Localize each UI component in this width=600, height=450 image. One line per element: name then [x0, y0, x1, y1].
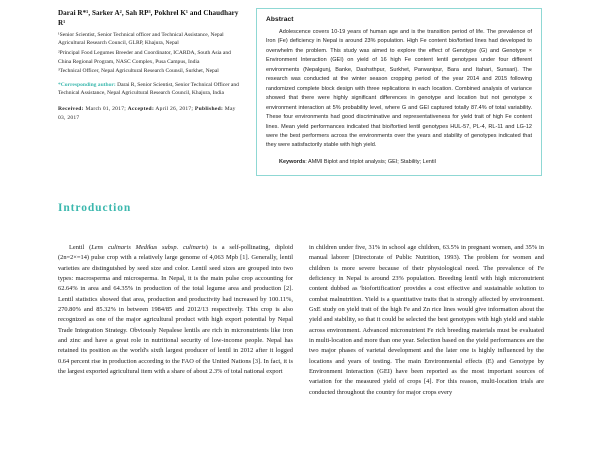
affiliation-3: ³Technical Officer, Nepal Agricultural Research Counsil, Surkhet, Nepal [58, 68, 219, 75]
section-heading-introduction: Introduction [58, 202, 132, 214]
lentil-intro-a: Lentil ( [69, 244, 92, 251]
publication-dates [58, 105, 242, 123]
accepted-value: April 26, 2017; [154, 106, 194, 113]
received-value: March 01, 2017; [83, 106, 127, 113]
lentil-intro-c: ) is a self-pollinating, diploid (2n=2×=14) pulse crop with a relatively large genome of 4,063 Mpb [1]. Generally, lentil varieties are distinguished by seed size and color. Lentil seed sizes are grouped into two types: macrosperma and microsperma. In Nepal, it is the main pulse crop accounting for 62.64% in area and 64.35% in production of the total legume area and production [2]. Lentil statistics showed that area, production and productivity had increased by 100.11%, 270.80% and 85.32% in between 1984/85 and 2012/13 respectively. This crop is also recognized as one of the major agricultural product with high export potential by Nepal Trade Integration Strategy. Obviously Nepalese lentils are rich in micronutrients like iron and zinc and have a great role in nutritional security of low-income people. Nepal has retained its position as the world's sixth largest producer of lentil in 2012 after it logged 0.64 percent rise in production according to the FAO of the United Nations [3]. In fact, it is the largest exported agricultural item with a share of about 2.3% of total national export [58, 244, 294, 375]
affiliation-1: ¹Senior Scientist, Senior Technical officer and Technical Assistance, Nepal Agricultural Research Council, GLRP, Khajura, Nepal [58, 32, 224, 47]
author-meta-column [58, 8, 242, 123]
corresponding-author-label: *Corresponding author: [58, 81, 116, 88]
received-label: Received: [58, 106, 84, 113]
abstract-text: Adolescence covers 10-19 years of human age and is the transition period of life. The prevalence of Iron (Fe) deficiency in Nepal is around 23% population. High Fe content bio/fortied lines had developed to overwhelm the problem. This study was aimed to explore the effect of Genotype (G) and Genotype × Environment Interaction (GEI) on yield of 16 high Fe content lentil genotypes under four different environments (Nepalgunj, Banke, Dashsthpur, Surkhet, Parwanipur, Bara and Itahari, Sunsari). The research was conducted at the winter season cropping period of the year 2014 and 2015 following randomized complete block design with three replications in each location. Combined analysis of variance showed that there were highly significant differences in genotype and location but not genotype x environment interaction at 5% probability level, where G and GEI captured totally 87.4% of total variability. These four environments had good discriminative and representativeness for yield trait of high Fe content lines. Mean yield performances indicated that bio/fortied lentil genotypes HUL-57, PL-4, RL-11 and LG-12 were the best performers across the environments over the years and stability of genotypes indicated that they were satisfactorily stable with high yield. [266, 29, 532, 149]
corresponding-author-text: Darai R, Senior Scientist, Senior Technical Officer and Technical Assistance, Nepal Agricultural Research Council, Khajura, India [58, 81, 239, 96]
published-label: Published: [194, 106, 224, 113]
keywords-label: Keywords [279, 158, 306, 165]
body-column-left [58, 243, 293, 398]
accepted-label: Accepted: [127, 106, 155, 113]
corresponding-author [58, 81, 242, 98]
keywords-line [279, 158, 532, 167]
body-paragraph-left [58, 243, 293, 377]
author-list: Darai R*¹, Sarker A², Sah RP³, Pokhrel K¹ and Chaudhary R¹ [58, 9, 239, 28]
abstract-box [256, 8, 542, 176]
affiliation-2: ²Principal Food Legumes Breeder and Coordinator, ICARDA, South Asia and China Regional Program, NASC Complex, Pusa Campus, India [58, 50, 231, 65]
body-paragraph-right: in children under five, 31% in school age children, 63.5% in pregnant women, and 35% in manual laborer [Directorate of Public Nutrition, 1993). The problem for women and children is more severe because of their physiological need. The prevalence of Fe deficiency in Nepal is around 23% population. Breeding lentil with high micronutrient content dubbed as 'biofortification' provides a cost effective and sustainable solution to combat malnutrition. Yield is a quantitative traits that is strongly affected by environment. GxE study on yield trait of the high Fe and Zn rice lines would give information about the yield and stability, so that it could be selected the best genotypes with high yield and stable across environment. Advanced micronutrient Fe rich breeding materials must be evaluated in multi-location and more than one year. Selection based on the yield performances are the two major phases of varietal development and the later one is highly influenced by the locations and years of testing. The main Environmental effects (E) and Genotype by Environment Interaction (GEI) have been reported as the most important sources of variation for the measured yield of crops [4]. For this reason, multi-location trials are conducted throughout the country for major crops every [309, 244, 544, 396]
header-zone [58, 8, 542, 176]
body-columns [58, 243, 545, 398]
keywords-value: : AMMI Biplot and triplot analysis; GEI; Stability; Lentil [305, 158, 436, 165]
abstract-heading: Abstract [266, 16, 294, 23]
published-value: May 03, 2017 [58, 106, 236, 122]
species-name-italic: Lens culinaris Medikus subsp. culinaris [91, 244, 206, 251]
body-column-right [309, 243, 544, 398]
